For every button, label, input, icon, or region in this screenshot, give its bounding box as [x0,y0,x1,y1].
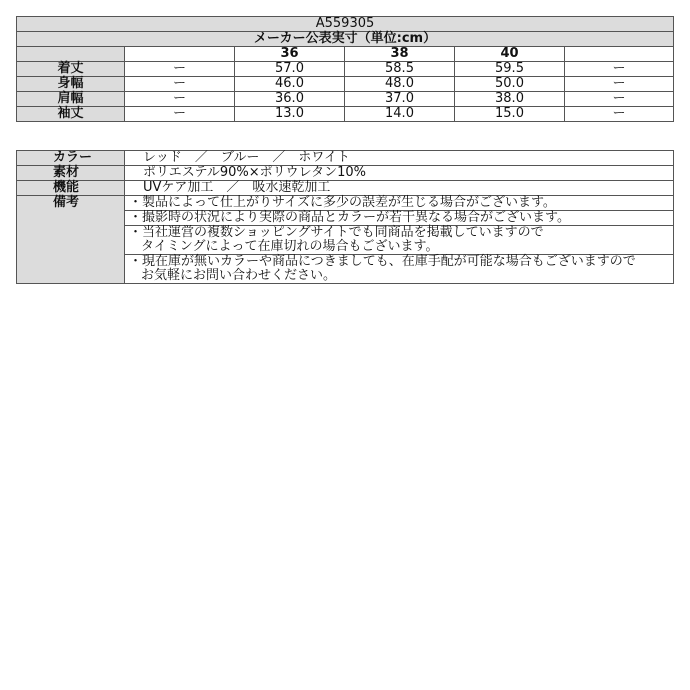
size-header: 36 [235,47,345,62]
size-header: 38 [345,47,455,62]
remark-line: ・撮影時の状況により実際の商品とカラーが若干異なる場合がございます。 [129,210,570,225]
table-cell: 58.5 [345,62,455,77]
remark-line: ・現在庫が無いカラーや商品につきましても、在庫手配が可能な場合もございますので [129,254,636,269]
remark-note [125,211,674,226]
info-label: カラー [17,151,125,166]
color-value: レッド ／ ブルー ／ ホワイト [125,151,674,166]
table-cell: ー [125,92,235,107]
product-info-table [16,150,674,284]
material-value: ポリエステル90%×ポリウレタン10% [125,166,674,181]
table-cell: 15.0 [455,107,565,122]
table-cell: ー [125,77,235,92]
table-row [17,92,674,107]
table-cell: 38.0 [455,92,565,107]
product-code: A559305 [17,17,674,32]
row-label: 肩幅 [17,92,125,107]
remark-line: ・製品によって仕上がりサイズに多少の誤差が生じる場合がございます。 [129,195,556,210]
row-label: 袖丈 [17,107,125,122]
table-cell: ー [565,62,674,77]
table-cell: 14.0 [345,107,455,122]
size-table [16,16,674,122]
info-label: 素材 [17,166,125,181]
table-cell: 59.5 [455,62,565,77]
table-cell: 48.0 [345,77,455,92]
size-header: 40 [455,47,565,62]
remark-note [125,196,674,211]
function-value: UVケア加工 ／ 吸水速乾加工 [125,181,674,196]
table-cell: ー [565,77,674,92]
row-label: 身幅 [17,77,125,92]
size-table-subtitle: メーカー公表実寸（単位:cm） [17,32,674,47]
remark-line: お気軽にお問い合わせください。 [141,268,337,283]
table-cell: ー [125,107,235,122]
table-cell: ー [565,92,674,107]
table-cell: ー [565,107,674,122]
table-cell: 37.0 [345,92,455,107]
info-label: 備考 [17,196,125,284]
table-cell: 46.0 [235,77,345,92]
table-cell: 13.0 [235,107,345,122]
table-cell: 36.0 [235,92,345,107]
remark-line: タイミングによって在庫切れの場合もございます。 [141,239,439,254]
remark-note [125,255,674,284]
info-row-remarks [17,196,674,211]
info-label: 機能 [17,181,125,196]
table-cell: 57.0 [235,62,345,77]
table-cell: ー [125,62,235,77]
info-row-material [17,166,674,181]
remark-note [125,226,674,255]
size-header-row [17,47,674,62]
remark-line: ・当社運営の複数ショッピングサイトでも同商品を掲載していますので [129,225,544,240]
table-row [17,107,674,122]
row-label: 着丈 [17,62,125,77]
info-row-function [17,181,674,196]
table-row [17,77,674,92]
info-row-color [17,151,674,166]
table-row [17,62,674,77]
table-cell: 50.0 [455,77,565,92]
